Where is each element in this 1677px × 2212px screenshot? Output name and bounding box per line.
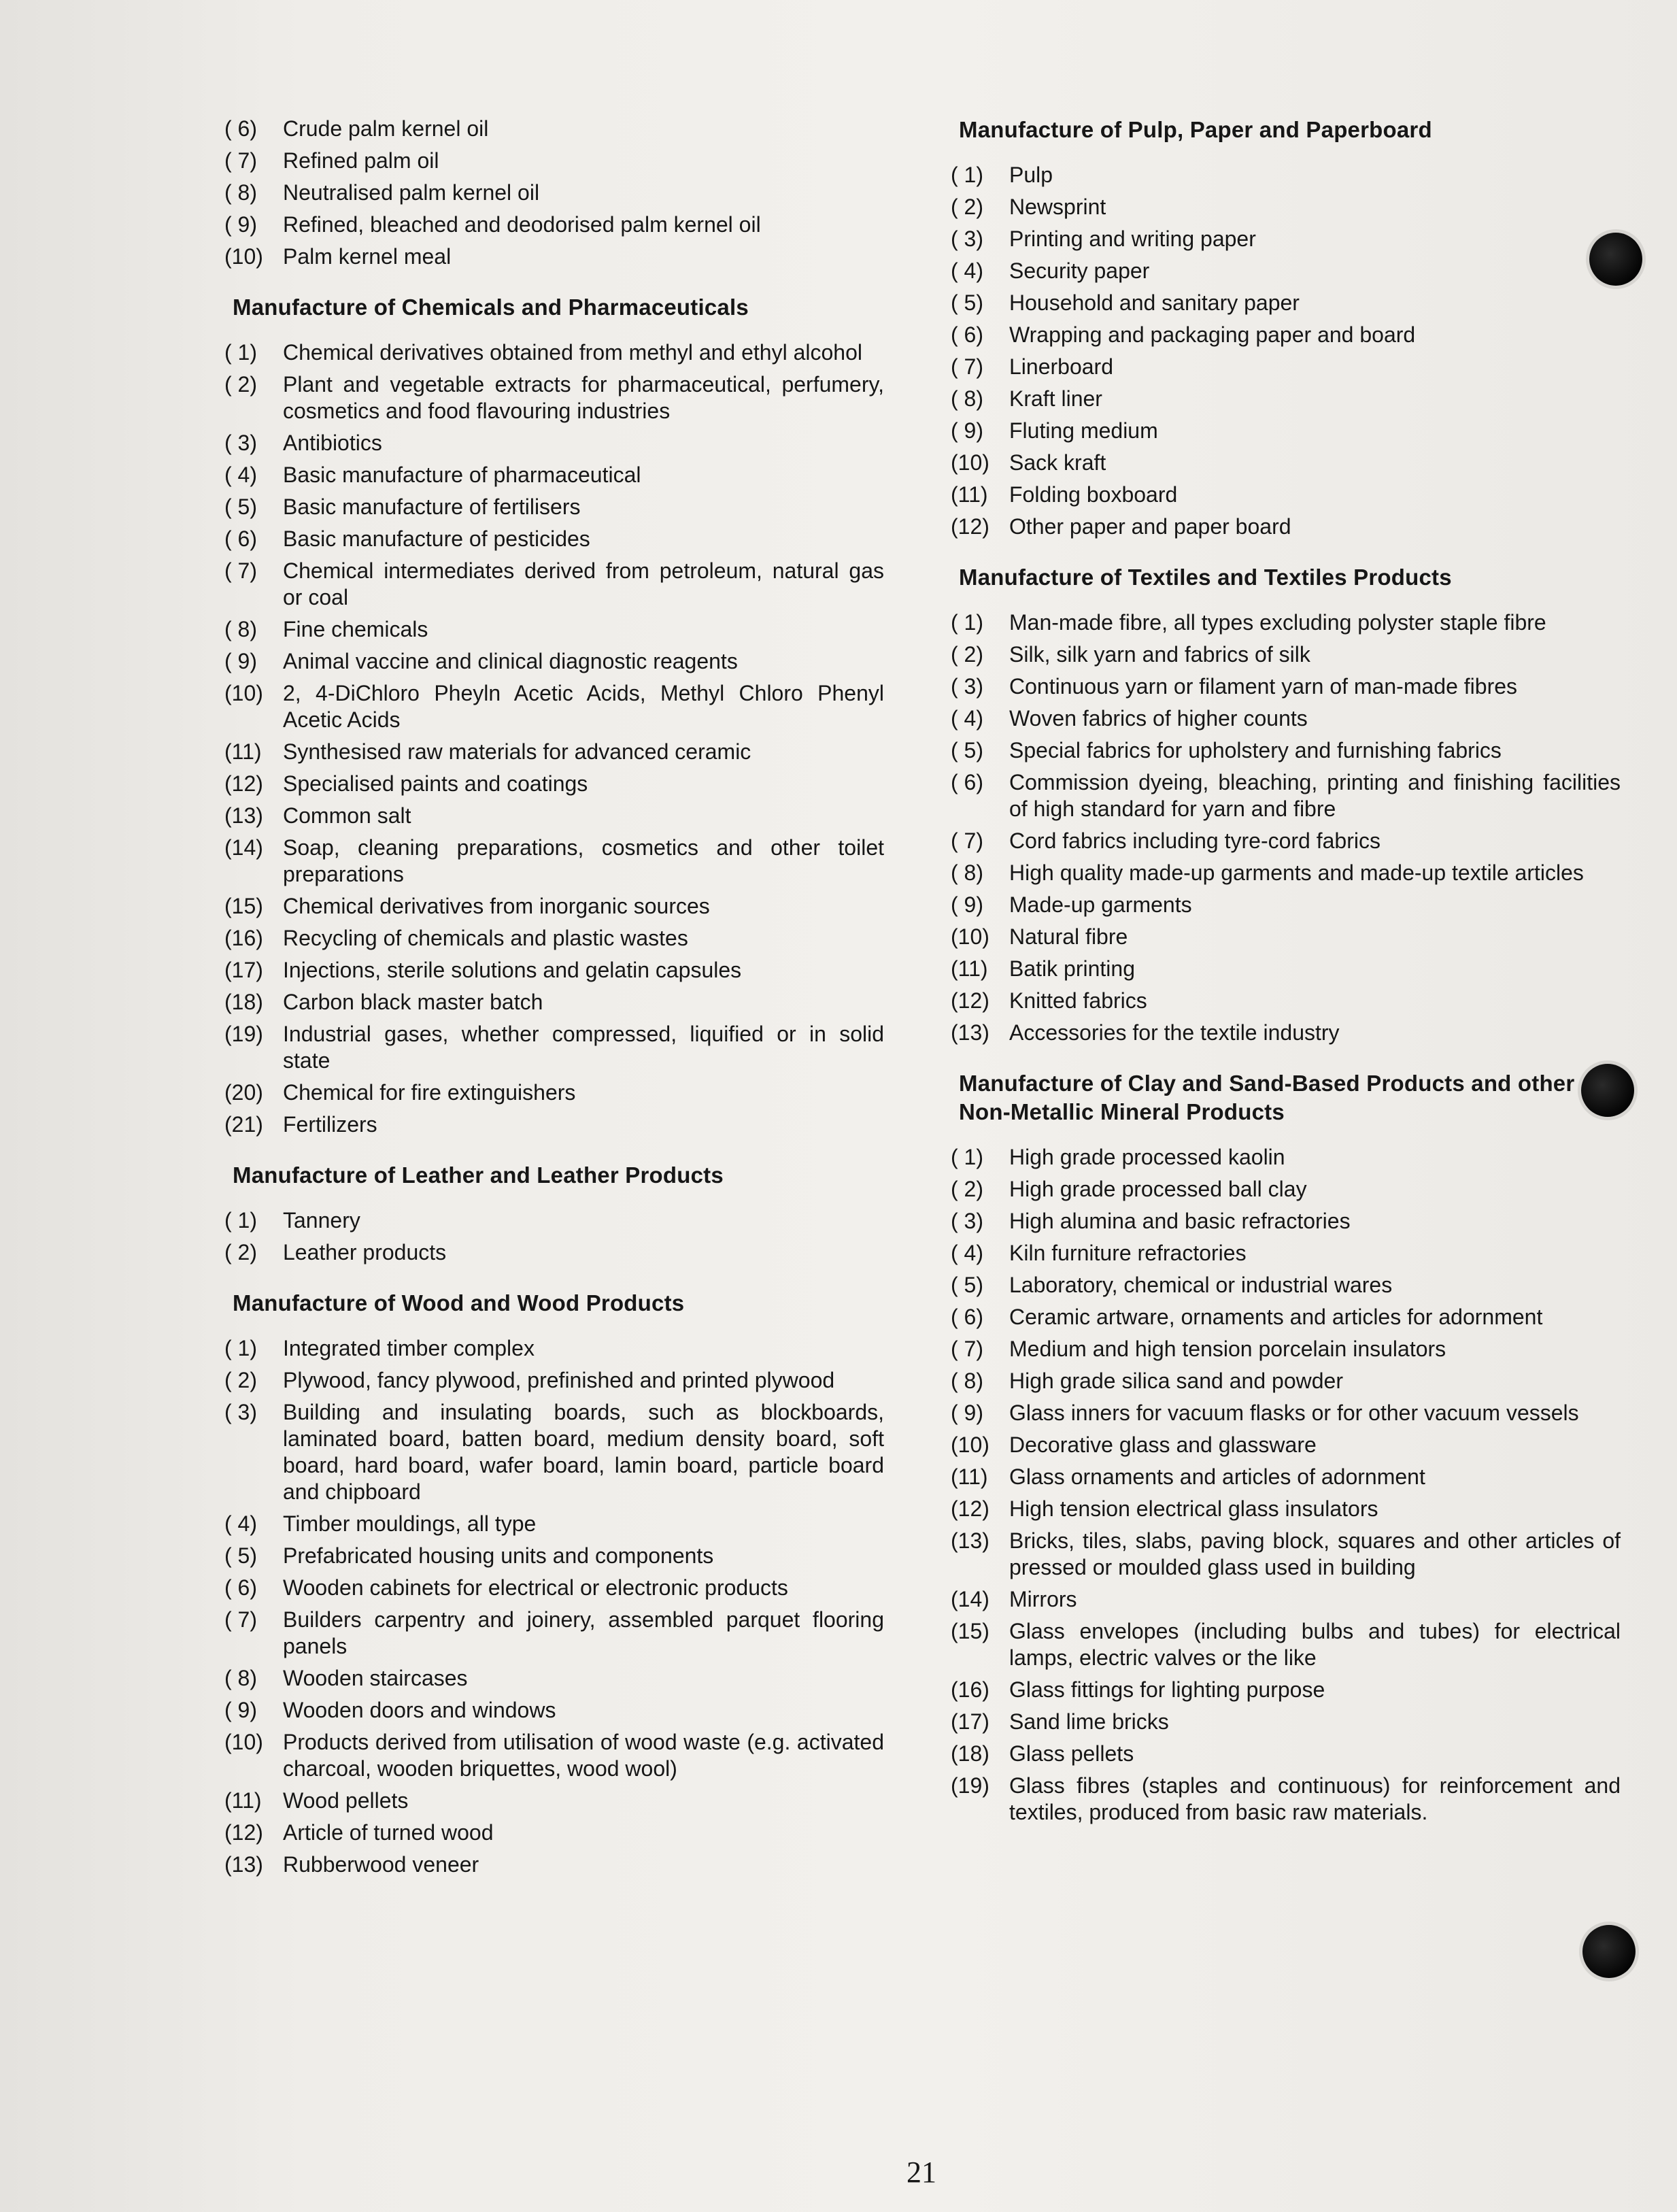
- item-text: Glass fittings for lighting purpose: [1009, 1677, 1325, 1702]
- section-heading: Manufacture of Leather and Leather Products: [233, 1162, 724, 1188]
- item-text: Builders carpentry and joinery, assembled parquet flooring panels: [283, 1607, 884, 1658]
- list-item: [224, 893, 884, 920]
- item-text: Building and insulating boards, such as blockboards, laminated board, batten board, medium density board, soft board, hard board, wafer board, lamin board, particle board and chipboard: [283, 1400, 884, 1504]
- item-text: Wooden doors and windows: [283, 1698, 556, 1722]
- item-number: ( 3): [951, 227, 983, 251]
- list-item: [951, 860, 1621, 886]
- item-number: (11): [951, 1464, 988, 1489]
- item-text: Silk, silk yarn and fabrics of silk: [1009, 642, 1310, 667]
- list-item: [224, 1111, 884, 1138]
- item-number: (10): [224, 1730, 263, 1754]
- page-number: 21: [907, 2156, 936, 2189]
- item-text: Specialised paints and coatings: [283, 771, 588, 796]
- list-item: [224, 1697, 884, 1724]
- item-number: (13): [224, 803, 263, 828]
- list-item: [951, 290, 1621, 316]
- list-item: [224, 1820, 884, 1846]
- item-number: (21): [224, 1112, 263, 1137]
- item-text: Prefabricated housing units and components: [283, 1543, 714, 1568]
- item-text: Synthesised raw materials for advanced ceramic: [283, 739, 751, 764]
- item-text: Industrial gases, whether compressed, liquified or in solid state: [283, 1022, 884, 1073]
- list-item: [951, 1208, 1621, 1235]
- item-text: Soap, cleaning preparations, cosmetics and other toilet preparations: [283, 835, 884, 886]
- item-text: Wrapping and packaging paper and board: [1009, 322, 1416, 347]
- item-text: High tension electrical glass insulators: [1009, 1496, 1378, 1521]
- punch-hole: [1582, 1925, 1636, 1978]
- item-list: [224, 1207, 884, 1266]
- item-number: (12): [951, 988, 989, 1013]
- item-number: (11): [951, 482, 988, 507]
- item-number: ( 3): [224, 1400, 257, 1424]
- item-number: (19): [224, 1022, 263, 1046]
- item-text: Fine chemicals: [283, 617, 428, 641]
- item-number: ( 2): [951, 642, 983, 667]
- list-item: [951, 737, 1621, 764]
- item-text: Refined, bleached and deodorised palm kernel oil: [283, 212, 761, 237]
- list-item: [224, 1079, 884, 1106]
- item-text: High grade processed kaolin: [1009, 1145, 1285, 1169]
- list-item: [951, 1272, 1621, 1298]
- item-text: Products derived from utilisation of wood waste (e.g. activated charcoal, wooden briquettes, wood wool): [283, 1730, 884, 1781]
- item-number: (16): [224, 926, 263, 950]
- item-text: Medium and high tension porcelain insulators: [1009, 1337, 1446, 1361]
- list-item: [951, 705, 1621, 732]
- item-number: (10): [951, 450, 989, 475]
- section-pulp-paper: [951, 116, 1621, 540]
- item-number: (15): [951, 1619, 989, 1643]
- item-number: (14): [951, 1587, 989, 1611]
- item-number: ( 8): [224, 617, 257, 641]
- item-number: (13): [224, 1852, 263, 1877]
- item-text: Sand lime bricks: [1009, 1709, 1169, 1734]
- item-number: ( 4): [951, 706, 983, 731]
- item-text: Glass inners for vacuum flasks or for other vacuum vessels: [1009, 1401, 1579, 1425]
- item-text: High alumina and basic refractories: [1009, 1209, 1351, 1233]
- item-text: Ceramic artware, ornaments and articles for adornment: [1009, 1305, 1543, 1329]
- item-text: Printing and writing paper: [1009, 227, 1256, 251]
- item-text: Chemical derivatives obtained from methyl and ethyl alcohol: [283, 340, 862, 365]
- list-item: [951, 1400, 1621, 1426]
- list-item: [224, 1021, 884, 1074]
- item-number: ( 3): [951, 674, 983, 699]
- item-number: ( 9): [224, 212, 257, 237]
- item-number: ( 2): [224, 1240, 257, 1264]
- item-number: ( 5): [951, 290, 983, 315]
- item-number: ( 5): [951, 738, 983, 763]
- item-number: (18): [951, 1741, 989, 1766]
- list-item: [224, 1399, 884, 1505]
- item-text: Linerboard: [1009, 354, 1113, 379]
- item-number: ( 2): [951, 195, 983, 219]
- item-text: Basic manufacture of fertilisers: [283, 495, 581, 519]
- item-list: [951, 162, 1621, 540]
- item-text: Knitted fabrics: [1009, 988, 1147, 1013]
- punch-hole: [1581, 1064, 1634, 1117]
- item-text: Basic manufacture of pharmaceutical: [283, 463, 641, 487]
- item-text: Injections, sterile solutions and gelatin capsules: [283, 958, 742, 982]
- item-number: ( 9): [224, 649, 257, 673]
- item-number: ( 2): [951, 1177, 983, 1201]
- item-text: Animal vaccine and clinical diagnostic reagents: [283, 649, 738, 673]
- list-item: [224, 989, 884, 1016]
- item-number: ( 1): [224, 340, 257, 365]
- section-chemicals: [224, 293, 884, 1138]
- item-number: ( 7): [224, 148, 257, 173]
- item-number: ( 8): [951, 1369, 983, 1393]
- list-item: [951, 386, 1621, 412]
- list-item: [224, 1511, 884, 1537]
- list-item: [224, 526, 884, 552]
- item-text: Glass pellets: [1009, 1741, 1134, 1766]
- item-number: ( 6): [951, 770, 983, 794]
- item-number: ( 2): [224, 1368, 257, 1392]
- list-item: [224, 148, 884, 174]
- list-item: [224, 244, 884, 270]
- item-text: Cord fabrics including tyre-cord fabrics: [1009, 828, 1380, 853]
- section-heading: Manufacture of Wood and Wood Products: [233, 1290, 685, 1316]
- item-number: (10): [224, 681, 263, 705]
- item-text: Wood pellets: [283, 1788, 409, 1813]
- item-number: ( 7): [951, 828, 983, 853]
- item-number: ( 1): [951, 1145, 983, 1169]
- item-number: (10): [951, 924, 989, 949]
- palm-oil-continuation: [224, 116, 884, 270]
- item-number: ( 7): [224, 558, 257, 583]
- item-text: Bricks, tiles, slabs, paving block, squares and other articles of pressed or moulded glass used in building: [1009, 1528, 1621, 1579]
- item-number: ( 7): [224, 1607, 257, 1632]
- item-number: (15): [224, 894, 263, 918]
- item-number: ( 3): [224, 431, 257, 455]
- list-item: [951, 1618, 1621, 1671]
- list-item: [951, 354, 1621, 380]
- item-text: Neutralised palm kernel oil: [283, 180, 540, 205]
- item-text: Kiln furniture refractories: [1009, 1241, 1247, 1265]
- item-number: (11): [224, 739, 262, 764]
- list-item: [951, 1709, 1621, 1735]
- list-item: [951, 226, 1621, 252]
- list-item: [951, 1464, 1621, 1490]
- list-item: [224, 212, 884, 238]
- item-text: Wooden cabinets for electrical or electronic products: [283, 1575, 788, 1600]
- item-number: ( 1): [951, 610, 983, 635]
- item-text: Fertilizers: [283, 1112, 377, 1137]
- item-text: 2, 4-DiChloro Pheyln Acetic Acids, Methyl Chloro Phenyl Acetic Acids: [283, 681, 884, 732]
- section-heading: Manufacture of Clay and Sand-Based Products and other Non-Metallic Mineral Products: [959, 1071, 1575, 1124]
- item-text: High quality made-up garments and made-up textile articles: [1009, 860, 1584, 885]
- item-text: Wooden staircases: [283, 1666, 468, 1690]
- list-item: [224, 1665, 884, 1692]
- list-item: [951, 322, 1621, 348]
- item-number: ( 6): [224, 116, 257, 141]
- item-text: Rubberwood veneer: [283, 1852, 479, 1877]
- item-number: ( 5): [224, 495, 257, 519]
- item-list: [951, 1144, 1621, 1826]
- section-wood: [224, 1289, 884, 1878]
- item-text: Fluting medium: [1009, 418, 1158, 443]
- list-item: [951, 194, 1621, 220]
- item-number: ( 7): [951, 1337, 983, 1361]
- list-item: [951, 1432, 1621, 1458]
- list-item: [224, 957, 884, 984]
- item-number: ( 8): [224, 1666, 257, 1690]
- item-text: Batik printing: [1009, 956, 1135, 981]
- list-item: [224, 494, 884, 520]
- list-item: [224, 1788, 884, 1814]
- item-number: ( 2): [224, 372, 257, 397]
- list-item: [224, 739, 884, 765]
- item-number: (12): [224, 771, 263, 796]
- item-number: (12): [951, 514, 989, 539]
- section-clay-sand: [951, 1069, 1621, 1826]
- item-number: ( 1): [224, 1336, 257, 1360]
- item-number: ( 4): [224, 1511, 257, 1536]
- item-list: [951, 609, 1621, 1046]
- list-item: [951, 1528, 1621, 1581]
- item-text: Laboratory, chemical or industrial wares: [1009, 1273, 1393, 1297]
- list-item: [951, 1586, 1621, 1613]
- list-item: [224, 835, 884, 888]
- list-item: [951, 258, 1621, 284]
- item-text: Common salt: [283, 803, 411, 828]
- list-item: [951, 1677, 1621, 1703]
- item-text: Sack kraft: [1009, 450, 1106, 475]
- item-text: Woven fabrics of higher counts: [1009, 706, 1308, 731]
- list-item: [224, 771, 884, 797]
- item-text: Integrated timber complex: [283, 1336, 535, 1360]
- item-text: Special fabrics for upholstery and furnishing fabrics: [1009, 738, 1502, 763]
- list-item: [224, 1575, 884, 1601]
- list-item: [224, 558, 884, 611]
- item-number: ( 8): [951, 860, 983, 885]
- list-item: [951, 418, 1621, 444]
- item-number: ( 3): [951, 1209, 983, 1233]
- item-text: Decorative glass and glassware: [1009, 1432, 1317, 1457]
- item-number: ( 1): [951, 163, 983, 187]
- item-text: Tannery: [283, 1208, 360, 1233]
- list-item: [951, 673, 1621, 700]
- item-text: Plant and vegetable extracts for pharmaceutical, perfumery, cosmetics and food flavouring industries: [283, 372, 884, 423]
- list-item: [951, 1240, 1621, 1267]
- item-number: (17): [951, 1709, 989, 1734]
- item-number: (16): [951, 1677, 989, 1702]
- list-item: [224, 1367, 884, 1394]
- list-item: [951, 1336, 1621, 1362]
- list-item: [951, 956, 1621, 982]
- list-item: [951, 1304, 1621, 1330]
- list-item: [951, 450, 1621, 476]
- item-text: Security paper: [1009, 258, 1150, 283]
- right-column: [951, 116, 1621, 1849]
- item-number: (13): [951, 1020, 989, 1045]
- item-text: Made-up garments: [1009, 892, 1192, 917]
- list-item: [951, 514, 1621, 540]
- list-item: [224, 1335, 884, 1362]
- item-text: Antibiotics: [283, 431, 382, 455]
- item-text: Basic manufacture of pesticides: [283, 526, 590, 551]
- list-item: [951, 641, 1621, 668]
- item-number: (14): [224, 835, 263, 860]
- section-heading: Manufacture of Pulp, Paper and Paperboard: [959, 117, 1432, 142]
- list-item: [224, 430, 884, 456]
- item-number: (11): [224, 1788, 262, 1813]
- item-number: ( 4): [951, 258, 983, 283]
- list-item: [951, 609, 1621, 636]
- left-column: [224, 116, 884, 1901]
- item-number: (10): [951, 1432, 989, 1457]
- item-text: Timber mouldings, all type: [283, 1511, 537, 1536]
- item-number: ( 7): [951, 354, 983, 379]
- list-item: [224, 616, 884, 643]
- punch-hole: [1589, 233, 1642, 286]
- item-number: (17): [224, 958, 263, 982]
- item-number: (19): [951, 1773, 989, 1798]
- item-text: Newsprint: [1009, 195, 1106, 219]
- list-item: [951, 1368, 1621, 1394]
- item-number: ( 4): [951, 1241, 983, 1265]
- item-text: High grade processed ball clay: [1009, 1177, 1307, 1201]
- item-text: Glass ornaments and articles of adornment: [1009, 1464, 1425, 1489]
- item-text: Plywood, fancy plywood, prefinished and printed plywood: [283, 1368, 835, 1392]
- item-text: Leather products: [283, 1240, 447, 1264]
- item-text: Recycling of chemicals and plastic wastes: [283, 926, 688, 950]
- item-text: High grade silica sand and powder: [1009, 1369, 1343, 1393]
- item-text: Mirrors: [1009, 1587, 1077, 1611]
- item-number: ( 5): [951, 1273, 983, 1297]
- item-number: (13): [951, 1528, 989, 1553]
- section-textiles: [951, 563, 1621, 1046]
- item-number: ( 6): [224, 1575, 257, 1600]
- list-item: [224, 925, 884, 952]
- item-number: (12): [224, 1820, 263, 1845]
- item-number: ( 1): [224, 1208, 257, 1233]
- list-item: [224, 1851, 884, 1878]
- item-number: ( 8): [224, 180, 257, 205]
- item-number: ( 9): [951, 418, 983, 443]
- item-text: Other paper and paper board: [1009, 514, 1291, 539]
- list-item: [224, 1207, 884, 1234]
- list-item: [224, 803, 884, 829]
- item-number: ( 4): [224, 463, 257, 487]
- list-item: [951, 988, 1621, 1014]
- list-item: [224, 1239, 884, 1266]
- list-item: [224, 180, 884, 206]
- item-number: ( 5): [224, 1543, 257, 1568]
- item-number: ( 6): [951, 1305, 983, 1329]
- list-item: [224, 1607, 884, 1660]
- item-number: (11): [951, 956, 988, 981]
- list-item: [951, 1176, 1621, 1203]
- item-number: (12): [951, 1496, 989, 1521]
- item-list: [224, 339, 884, 1138]
- item-text: Household and sanitary paper: [1009, 290, 1300, 315]
- list-item: [951, 1741, 1621, 1767]
- item-text: Chemical for fire extinguishers: [283, 1080, 576, 1105]
- item-text: Refined palm oil: [283, 148, 439, 173]
- item-text: Natural fibre: [1009, 924, 1128, 949]
- item-list: [224, 1335, 884, 1878]
- list-item: [951, 1773, 1621, 1826]
- item-text: Folding boxboard: [1009, 482, 1178, 507]
- item-text: Chemical derivatives from inorganic sources: [283, 894, 710, 918]
- item-number: ( 9): [224, 1698, 257, 1722]
- list-item: [224, 648, 884, 675]
- item-number: (20): [224, 1080, 263, 1105]
- list-item: [951, 924, 1621, 950]
- list-item: [951, 162, 1621, 188]
- list-item: [951, 828, 1621, 854]
- list-item: [951, 892, 1621, 918]
- list-item: [224, 1543, 884, 1569]
- section-heading: Manufacture of Textiles and Textiles Products: [959, 565, 1452, 590]
- list-item: [951, 1496, 1621, 1522]
- list-item: [224, 116, 884, 142]
- item-number: ( 9): [951, 892, 983, 917]
- item-number: (10): [224, 244, 263, 269]
- item-number: (18): [224, 990, 263, 1014]
- item-text: Accessories for the textile industry: [1009, 1020, 1340, 1045]
- item-text: Crude palm kernel oil: [283, 116, 489, 141]
- item-text: Commission dyeing, bleaching, printing and finishing facilities of high standard for yarn and fibre: [1009, 770, 1621, 821]
- item-number: ( 9): [951, 1401, 983, 1425]
- list-item: [224, 1729, 884, 1782]
- item-text: Chemical intermediates derived from petroleum, natural gas or coal: [283, 558, 884, 609]
- list-item: [951, 482, 1621, 508]
- item-text: Palm kernel meal: [283, 244, 452, 269]
- list-item: [951, 1144, 1621, 1171]
- item-text: Carbon black master batch: [283, 990, 543, 1014]
- list-item: [224, 339, 884, 366]
- item-text: Glass fibres (staples and continuous) for reinforcement and textiles, produced from basic raw materials.: [1009, 1773, 1621, 1824]
- list-item: [224, 371, 884, 424]
- item-number: ( 6): [951, 322, 983, 347]
- item-number: ( 8): [951, 386, 983, 411]
- item-text: Man-made fibre, all types excluding polyster staple fibre: [1009, 610, 1546, 635]
- list-item: [951, 769, 1621, 822]
- item-text: Kraft liner: [1009, 386, 1102, 411]
- item-text: Continuous yarn or filament yarn of man-made fibres: [1009, 674, 1518, 699]
- item-text: Pulp: [1009, 163, 1053, 187]
- continuation-list: [224, 116, 884, 270]
- list-item: [224, 462, 884, 488]
- list-item: [224, 680, 884, 733]
- item-number: ( 6): [224, 526, 257, 551]
- item-text: Article of turned wood: [283, 1820, 494, 1845]
- item-text: Glass envelopes (including bulbs and tubes) for electrical lamps, electric valves or the like: [1009, 1619, 1621, 1670]
- list-item: [951, 1020, 1621, 1046]
- section-leather: [224, 1161, 884, 1266]
- section-heading: Manufacture of Chemicals and Pharmaceuticals: [233, 295, 749, 320]
